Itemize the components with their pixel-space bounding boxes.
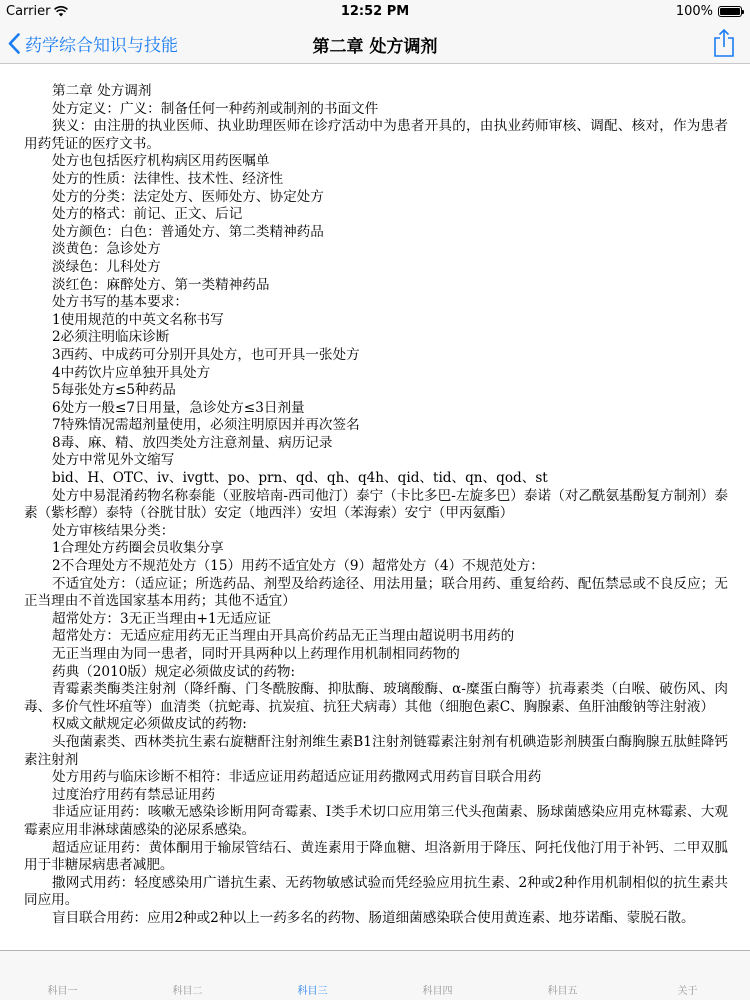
tab-label: 科目四 — [422, 986, 453, 997]
text-line: 盲目联合用药：应用2种或2种以上一药多名的药物、肠道细菌感染联合使用黄连素、地芬诺酯、蒙脱石散。 — [52, 909, 695, 926]
tab-label: 科目一 — [47, 986, 78, 997]
tab-6[interactable] — [625, 951, 750, 1000]
status-time: 12:52 PM — [340, 4, 410, 19]
back-button-label: 药学综合知识与技能 — [25, 35, 178, 56]
text-line: 3西药、中成药可分别开具处方，也可开具一张处方 — [52, 346, 360, 363]
text-line: 撒网式用药：轻度感染用广谱抗生素、无药物敏感试验而凭经验应用抗生素、2种或2种作用机制相似的抗生素共同应用。 — [24, 874, 728, 909]
text-line: 处方也包括医疗机构病区用药医嘱单 — [52, 153, 270, 170]
text-line: 1合理处方药圈会员收集分享 — [52, 540, 224, 557]
tab-5[interactable] — [500, 951, 625, 1000]
text-line: 青霉素类酶类注射剂（降纤酶、门冬酰胺酶、抑肽酶、玻璃酸酶、α-糜蛋白酶等）抗毒素类（白喉、破伤风、肉毒、多价气性坏疽等）血清类（抗蛇毒、抗炭疽、抗狂犬病毒）其他（细胞色素C、胸腺素、鱼肝油酸钠等注射液） — [24, 681, 728, 715]
text-line: 淡绿色：儿科处方 — [52, 258, 161, 275]
tab-bar — [0, 950, 750, 1000]
tab-1[interactable] — [0, 951, 125, 1000]
text-line: 权威文献规定必须做皮试的药物: — [52, 716, 247, 733]
status-bar — [0, 0, 750, 22]
text-line: 处方定义：广义：制备任何一种药剂或制剂的书面文件 — [52, 100, 379, 117]
text-line: 5每张处方≤5种药品 — [52, 382, 176, 399]
text-line: 超常处方：无适应症用药无正当理由开具高价药品无正当理由超说明书用药的 — [52, 628, 515, 645]
text-line: bid、H、OTC、iv、ivgtt、po、prn、qd、qh、q4h、qid、tid、qn、qod、st — [52, 470, 548, 487]
text-line: 非适应证用药：咳嗽无感染诊断用阿奇霉素、I类手术切口应用第三代头孢菌素、肠球菌感染应用克林霉素、大观霉素应用非淋球菌感染的泌尿系感染。 — [24, 804, 728, 838]
tab-label: 关于 — [677, 986, 698, 997]
text-line: 6处方一般≤7日用量，急诊处方≤3日剂量 — [52, 399, 305, 416]
chevron-left-icon — [8, 33, 21, 54]
text-line: 药典（2010版）规定必须做皮试的药物: — [52, 663, 296, 680]
text-line: 处方的分类：法定处方、医师处方、协定处方 — [52, 188, 324, 205]
text-line: 无正当理由为同一患者，同时开具两种以上药理作用机制相同药物的 — [52, 646, 460, 662]
text-line: 7特殊情况需超剂量使用，必须注明原因并再次签名 — [52, 417, 360, 434]
text-line: 狭义：由注册的执业医师、执业助理医师在诊疗活动中为患者开具的，由执业药师审核、调配、核对，作为患者用药凭证的医疗文书。 — [24, 118, 728, 152]
text-line: 处方的格式：前记、正文、后记 — [52, 206, 243, 223]
tab-2[interactable] — [125, 951, 250, 1000]
text-line: 过度治疗用药有禁忌证用药 — [52, 786, 216, 803]
text-line: 处方中常见外文缩写 — [52, 452, 175, 469]
text-line: 不适宜处方：（适应证；所选药品、剂型及给药途径、用法用量；联合用药、重复给药、配伍禁忌或不良反应；无正当理由不首选国家基本用药；其他不适宜） — [24, 575, 728, 610]
back-button[interactable] — [8, 30, 178, 56]
text-line: 2不合理处方不规范处方（15）用药不适宜处方（9）超常处方（4）不规范处方： — [52, 558, 544, 575]
text-line: 处方颜色：白色：普通处方、第二类精神药品 — [52, 223, 324, 240]
tab-label: 科目五 — [547, 986, 578, 997]
battery-percent: 100% — [675, 4, 713, 19]
text-line: 超适应证用药：黄体酮用于输尿管结石、黄连素用于降血糖、坦洛新用于降压、阿托伐他汀用于补钙、二甲双胍用于非糖尿病患者减肥。 — [24, 839, 728, 874]
text-line: 处方的性质：法律性、技术性、经济性 — [52, 170, 284, 187]
text-line: 1使用规范的中英文名称书写 — [52, 311, 224, 328]
text-line: 头孢菌素类、西林类抗生素右旋糖酐注射剂维生素B1注射剂链霉素注射剂有机碘造影剂胰蛋白酶胸腺五肽鲑降钙素注射剂 — [24, 733, 728, 768]
text-line: 2必须注明临床诊断 — [52, 329, 170, 346]
article-text — [24, 83, 728, 950]
tab-label: 科目三 — [297, 986, 328, 997]
text-line: 处方中易混淆药物名称泰能（亚胺培南-西司他汀）泰宁（卡比多巴-左旋多巴）泰诺（对乙酰氨基酚复方制剂）泰素（紫杉醇）泰特（谷胱甘肽）安定（地西泮）安坦（苯海索）安宁（甲丙氨酯） — [24, 487, 728, 522]
text-line: 处方用药与临床诊断不相符：非适应证用药超适应证用药撒网式用药盲目联合用药 — [52, 769, 542, 786]
text-line: 超常处方：3无正当理由+1无适应证 — [52, 610, 271, 627]
carrier-label: Carrier — [6, 4, 51, 19]
battery-icon — [718, 6, 742, 17]
share-icon[interactable] — [712, 28, 736, 58]
battery-indicator — [676, 4, 742, 19]
page-title: 第二章 处方调剂 — [312, 37, 438, 57]
text-line: 4中药饮片应单独开具处方 — [52, 364, 211, 381]
text-line: 处方书写的基本要求： — [52, 294, 188, 311]
tab-4[interactable] — [375, 951, 500, 1000]
text-line: 8毒、麻、精、放四类处方注意剂量、病历记录 — [52, 434, 333, 451]
text-line: 淡红色：麻醉处方、第一类精神药品 — [52, 276, 270, 293]
text-line: 淡黄色：急诊处方 — [52, 241, 161, 258]
navigation-bar — [0, 22, 750, 64]
text-line: 第二章 处方调剂 — [52, 83, 152, 99]
text-line: 处方审核结果分类： — [52, 522, 175, 539]
tab-3[interactable] — [250, 951, 375, 1000]
tab-label: 科目二 — [172, 986, 203, 997]
